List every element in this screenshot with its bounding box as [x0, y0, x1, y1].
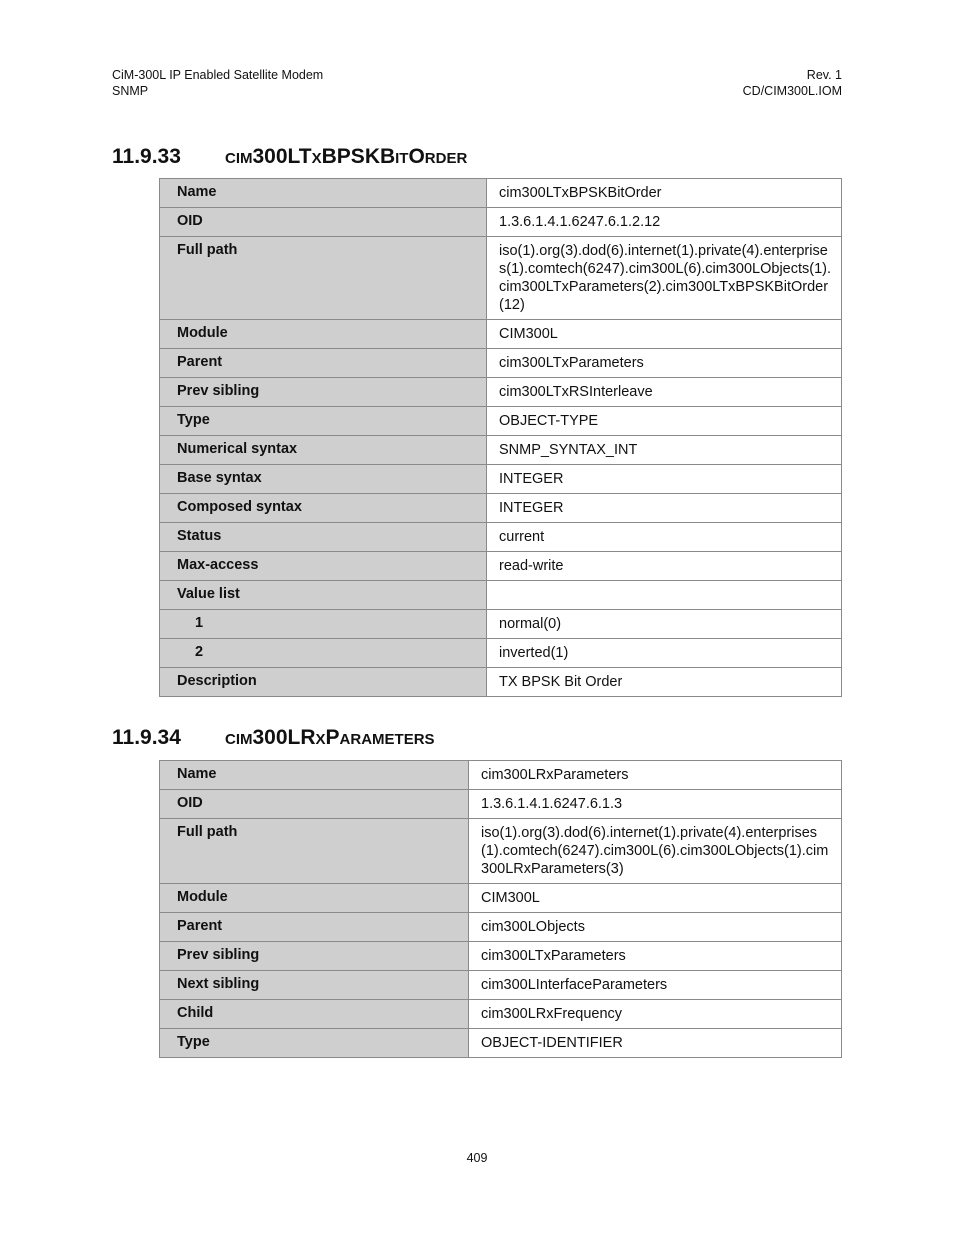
table-row [160, 349, 842, 378]
field-label: Status [160, 523, 487, 552]
header-doc-id: CD/CIM300L.IOM [742, 84, 842, 98]
field-value: OBJECT-IDENTIFIER [469, 1029, 842, 1058]
field-label: Value list [160, 581, 487, 610]
section-title: cim300LRxParameters [225, 726, 435, 749]
table-row [160, 942, 842, 971]
field-value: TX BPSK Bit Order [487, 668, 842, 697]
table-row [160, 1029, 842, 1058]
field-value [487, 581, 842, 610]
header-right [743, 67, 842, 99]
field-value: cim300LTxParameters [487, 349, 842, 378]
table-row [160, 971, 842, 1000]
table-row [160, 320, 842, 349]
field-label: OID [160, 790, 469, 819]
field-value: read-write [487, 552, 842, 581]
table-row [160, 668, 842, 697]
field-value: inverted(1) [487, 639, 842, 668]
field-label: Name [160, 761, 469, 790]
table-row [160, 436, 842, 465]
field-label: Module [160, 884, 469, 913]
field-label: Max-access [160, 552, 487, 581]
field-value: iso(1).org(3).dod(6).internet(1).private(4).enterprises(1).comtech(6247).cim300L(6).cim300LObjects(1).cim300LTxParameters(2).cim300LTxBPSKBitOrder(12) [487, 237, 842, 320]
header-chapter: SNMP [112, 84, 149, 98]
table-row [160, 208, 842, 237]
field-value: current [487, 523, 842, 552]
header-left [112, 67, 323, 99]
table-row [160, 761, 842, 790]
table-row [160, 790, 842, 819]
section-title: cim300LTxBPSKBitOrder [225, 145, 468, 168]
field-label: Base syntax [160, 465, 487, 494]
field-value: cim300LTxRSInterleave [487, 378, 842, 407]
field-value: cim300LTxBPSKBitOrder [487, 179, 842, 208]
table-row [160, 639, 842, 668]
field-label: Type [160, 407, 487, 436]
table-row [160, 523, 842, 552]
field-value: iso(1).org(3).dod(6).internet(1).private(4).enterprises(1).comtech(6247).cim300L(6).cim300LObjects(1).cim300LRxParameters(3) [469, 819, 842, 884]
field-value: OBJECT-TYPE [487, 407, 842, 436]
table-row [160, 494, 842, 523]
field-label: Prev sibling [160, 378, 487, 407]
field-label: Name [160, 179, 487, 208]
mib-object-table-2 [159, 760, 842, 1058]
field-label: 2 [160, 639, 487, 668]
field-value: cim300LTxParameters [469, 942, 842, 971]
header-revision: Rev. 1 [806, 68, 842, 82]
field-label: Full path [160, 237, 487, 320]
table-row [160, 378, 842, 407]
table-row [160, 819, 842, 884]
table-row [160, 581, 842, 610]
field-label: Child [160, 1000, 469, 1029]
page-number: 409 [466, 1151, 488, 1165]
field-label: Full path [160, 819, 469, 884]
section-number: 11.9.33 [112, 145, 181, 168]
section-number: 11.9.34 [112, 726, 181, 749]
mib-object-table-1 [159, 178, 842, 697]
field-value: SNMP_SYNTAX_INT [487, 436, 842, 465]
field-label: Parent [160, 349, 487, 378]
table-row [160, 552, 842, 581]
field-label: Type [160, 1029, 469, 1058]
table-row [160, 610, 842, 639]
section-heading-2 [112, 726, 435, 750]
field-value: 1.3.6.1.4.1.6247.6.1.3 [469, 790, 842, 819]
field-value: normal(0) [487, 610, 842, 639]
table-row [160, 179, 842, 208]
table-row [160, 884, 842, 913]
field-label: OID [160, 208, 487, 237]
field-label: 1 [160, 610, 487, 639]
field-label: Parent [160, 913, 469, 942]
field-label: Prev sibling [160, 942, 469, 971]
table-row [160, 1000, 842, 1029]
field-value: cim300LInterfaceParameters [469, 971, 842, 1000]
section-heading-1 [112, 145, 467, 169]
field-label: Description [160, 668, 487, 697]
field-value: CIM300L [487, 320, 842, 349]
field-value: INTEGER [487, 494, 842, 523]
header-product-title: CiM-300L IP Enabled Satellite Modem [112, 68, 324, 82]
field-label: Module [160, 320, 487, 349]
table-row [160, 465, 842, 494]
field-value: 1.3.6.1.4.1.6247.6.1.2.12 [487, 208, 842, 237]
field-value: cim300LRxFrequency [469, 1000, 842, 1029]
table-row [160, 237, 842, 320]
field-label: Composed syntax [160, 494, 487, 523]
field-value: cim300LObjects [469, 913, 842, 942]
table-row [160, 913, 842, 942]
field-value: cim300LRxParameters [469, 761, 842, 790]
field-value: CIM300L [469, 884, 842, 913]
field-value: INTEGER [487, 465, 842, 494]
table-row [160, 407, 842, 436]
field-label: Numerical syntax [160, 436, 487, 465]
field-label: Next sibling [160, 971, 469, 1000]
